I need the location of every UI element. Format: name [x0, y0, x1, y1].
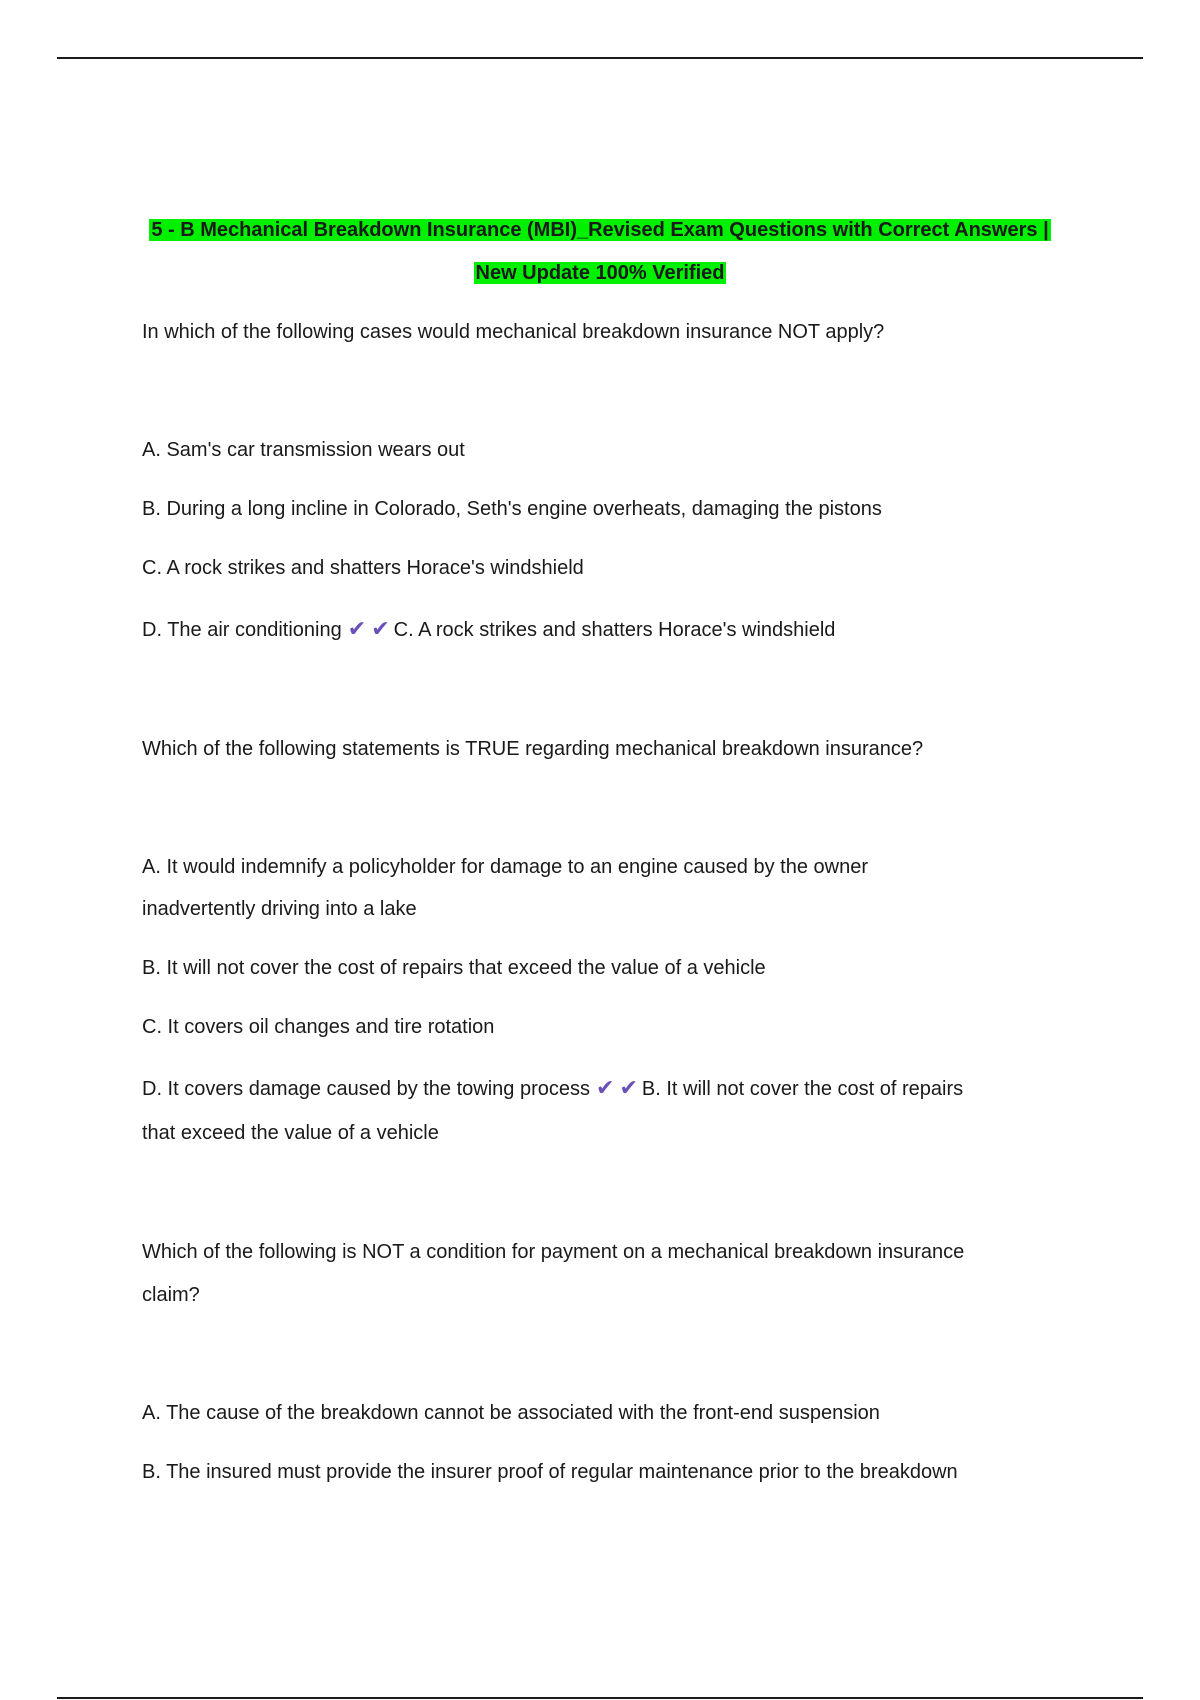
question-3-option-b: B. The insured must provide the insurer proof of regular maintenance prior to the breakdown: [142, 1461, 958, 1483]
question-2-option-a: A. It would indemnify a policyholder for damage to an engine caused by the owner: [142, 856, 868, 878]
question-3-option-a: A. The cause of the breakdown cannot be associated with the front-end suspension: [142, 1402, 880, 1424]
question-2-option-a-cont: inadvertently driving into a lake: [142, 898, 417, 920]
bottom-rule: [57, 1697, 1143, 1699]
question-2-answer: B. It will not cover the cost of repairs: [641, 1078, 964, 1100]
question-2-option-d-row: [142, 1073, 963, 1104]
title-highlight: 5 - B Mechanical Breakdown Insurance (MBI)_Revised Exam Questions with Correct Answers |: [151, 219, 1049, 241]
question-1-answer: C. A rock strikes and shatters Horace's windshield: [393, 619, 836, 641]
question-2-text: Which of the following statements is TRUE regarding mechanical breakdown insurance?: [142, 738, 924, 760]
question-1-option-c: C. A rock strikes and shatters Horace's windshield: [142, 557, 584, 579]
document-title-line-2: [0, 258, 1200, 288]
title-highlight: New Update 100% Verified: [475, 262, 725, 284]
question-3-text-cont: claim?: [142, 1284, 200, 1306]
question-2-option-c: C. It covers oil changes and tire rotation: [142, 1016, 495, 1038]
question-1-option-b: B. During a long incline in Colorado, Seth's engine overheats, damaging the pistons: [142, 498, 882, 520]
checkmark-icon: ✔: [347, 616, 367, 641]
question-3-text: Which of the following is NOT a condition for payment on a mechanical breakdown insurance: [142, 1241, 965, 1263]
question-2-option-d: D. It covers damage caused by the towing process: [142, 1078, 591, 1100]
question-2-option-b: B. It will not cover the cost of repairs that exceed the value of a vehicle: [142, 957, 766, 979]
question-1-text: In which of the following cases would mechanical breakdown insurance NOT apply?: [142, 321, 885, 343]
question-1-option-d: D. The air conditioning: [142, 619, 342, 641]
question-1-option-a: A. Sam's car transmission wears out: [142, 439, 465, 461]
checkmark-icon: ✔: [371, 616, 390, 641]
checkmark-icon: ✔: [596, 1075, 615, 1100]
question-2-answer-cont: that exceed the value of a vehicle: [142, 1122, 439, 1144]
question-1-option-d-row: [142, 614, 835, 645]
document-title-line-1: [0, 215, 1200, 245]
top-rule: [57, 57, 1143, 59]
checkmark-icon: ✔: [619, 1075, 638, 1100]
